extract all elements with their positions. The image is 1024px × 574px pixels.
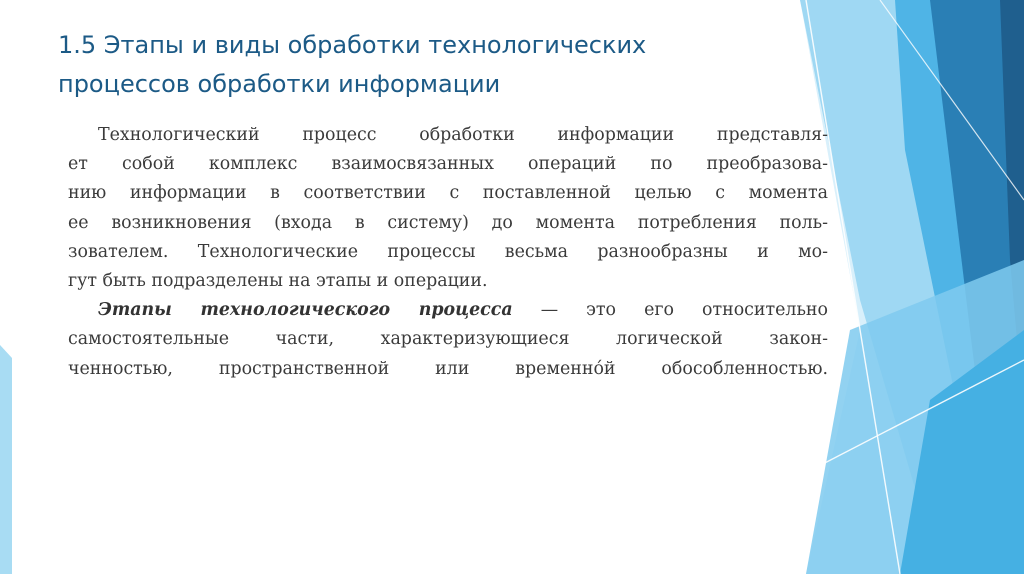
title-line-2: процессов обработки информации [58,70,501,98]
paragraph2-line-1-rest: — это его относительно [512,300,828,321]
paragraph2-line-2: самостоятельные части, характеризующиеся логической закон- [68,329,828,350]
paragraph2-line-3: ченностью, пространственной или временно́й обособленностью. [68,358,828,379]
body-line-3: нию информации в соответствии с поставленной целью с момента [68,183,828,204]
paragraph2-line-1 [68,296,828,325]
body-line-2: ет собой комплекс взаимосвязанных операций по преобразова- [68,154,828,175]
left-accent-bar [0,345,12,574]
slide-title [58,26,798,104]
slide-body [68,121,828,384]
body-line-6: гут быть подразделены на этапы и операции. [68,271,488,292]
title-line-1: 1.5 Этапы и виды обработки технологических [58,31,647,59]
body-line-4: ее возникновения (входа в систему) до момента потребления поль- [68,212,828,233]
body-line-5: зователем. Технологические процессы весьма разнообразны и мо- [68,241,828,262]
term-stages: Этапы технологического процесса [98,300,513,321]
body-line-1: Технологический процесс обработки информации представля- [98,125,828,145]
